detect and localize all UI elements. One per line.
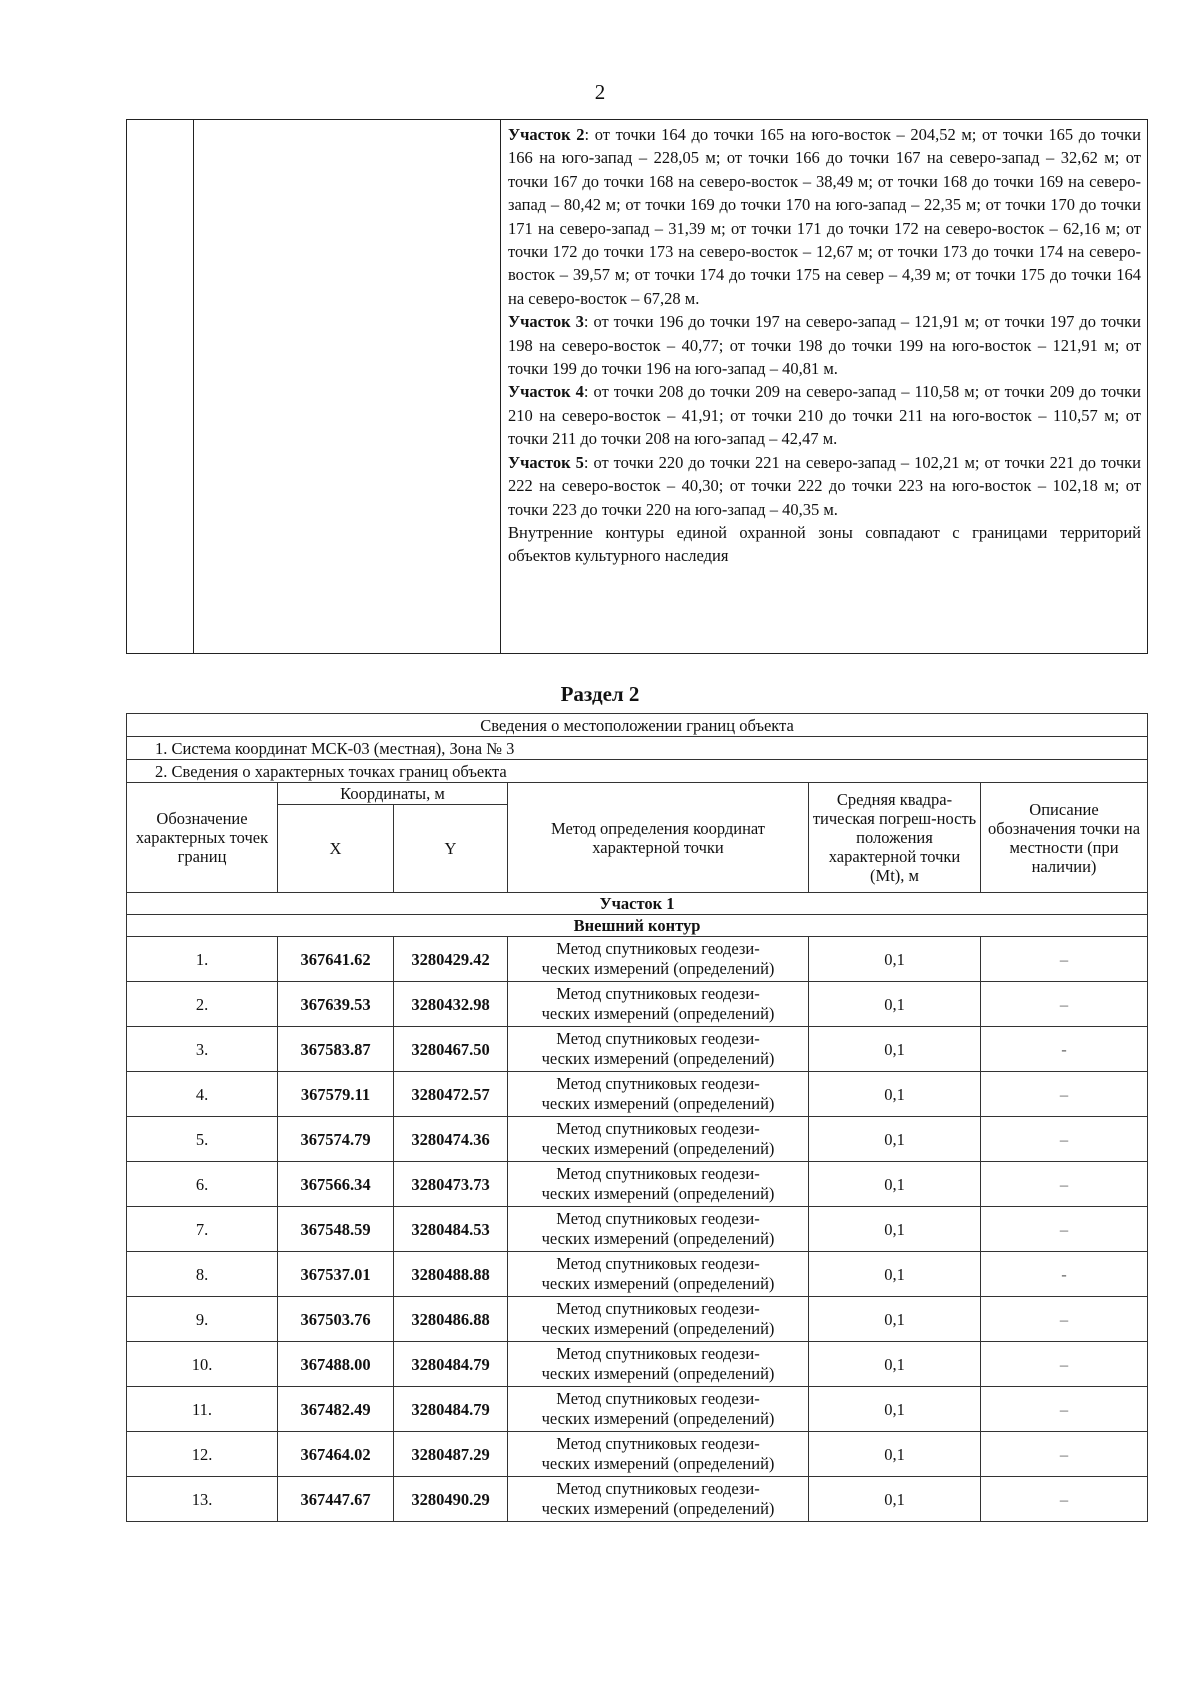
method-line-2: ческих измерений (определений): [541, 1229, 775, 1248]
point-number: 1.: [127, 937, 278, 982]
method-line-1: Метод спутниковых геодези-: [556, 1209, 760, 1228]
table-row: [127, 1342, 1148, 1387]
plot-label: Участок 4: [508, 382, 584, 402]
method-line-1: Метод спутниковых геодези-: [556, 1074, 760, 1093]
coord-x: 367574.79: [278, 1117, 394, 1162]
method: [508, 1342, 809, 1387]
point-number: 10.: [127, 1342, 278, 1387]
header-coordinates: Координаты, м: [278, 783, 508, 805]
boundary-description-table: [126, 119, 1148, 654]
table-caption: Сведения о местоположении границ объекта: [127, 714, 1148, 737]
coord-x: 367488.00: [278, 1342, 394, 1387]
plot-3-paragraph: [508, 310, 1141, 380]
method-line-1: Метод спутниковых геодези-: [556, 939, 760, 958]
plot-5-paragraph: [508, 451, 1141, 521]
description: –: [981, 1117, 1148, 1162]
method-line-2: ческих измерений (определений): [541, 1499, 775, 1518]
table-row: [127, 1207, 1148, 1252]
plot-text: : от точки 208 до точки 209 на северо-запад – 110,58 м; от точки 209 до точки 210 на северо-восток – 41,91; от точки 210 до точки 211 на юго-восток – 110,57 м; от точки 211 до точки 208 на юго-запад – 42,47 м.: [508, 382, 1141, 449]
coord-x: 367537.01: [278, 1252, 394, 1297]
plot-label: Участок 2: [508, 125, 585, 144]
method-line-1: Метод спутниковых геодези-: [556, 1254, 760, 1273]
point-number: 8.: [127, 1252, 278, 1297]
plot-label: Участок 3: [508, 312, 584, 332]
coord-x: 367566.34: [278, 1162, 394, 1207]
empty-cell-2: [194, 120, 501, 654]
method: [508, 1252, 809, 1297]
method: [508, 1387, 809, 1432]
point-number: 4.: [127, 1072, 278, 1117]
description: –: [981, 982, 1148, 1027]
method-line-2: ческих измерений (определений): [541, 1049, 775, 1068]
description: –: [981, 1072, 1148, 1117]
method: [508, 1432, 809, 1477]
method-line-1: Метод спутниковых геодези-: [556, 1479, 760, 1498]
coord-y: 3280473.73: [394, 1162, 508, 1207]
header-method: Метод определения координат характерной точки: [508, 783, 809, 893]
coord-y: 3280484.53: [394, 1207, 508, 1252]
accuracy: 0,1: [809, 1072, 981, 1117]
method-line-1: Метод спутниковых геодези-: [556, 1299, 760, 1318]
coord-y: 3280467.50: [394, 1027, 508, 1072]
accuracy: 0,1: [809, 1432, 981, 1477]
method-line-1: Метод спутниковых геодези-: [556, 1164, 760, 1183]
point-number: 3.: [127, 1027, 278, 1072]
description: –: [981, 1207, 1148, 1252]
method: [508, 937, 809, 982]
accuracy: 0,1: [809, 1252, 981, 1297]
method-line-1: Метод спутниковых геодези-: [556, 1434, 760, 1453]
description: –: [981, 1387, 1148, 1432]
accuracy: 0,1: [809, 1162, 981, 1207]
accuracy: 0,1: [809, 1027, 981, 1072]
coord-x: 367503.76: [278, 1297, 394, 1342]
coord-y: 3280474.36: [394, 1117, 508, 1162]
point-number: 5.: [127, 1117, 278, 1162]
boundary-description-cell: [501, 120, 1148, 654]
plot-text: : от точки 196 до точки 197 на северо-запад – 121,91 м; от точки 197 до точки 198 на северо-восток – 40,77; от точки 198 до точки 199 на юго-восток – 121,91 м; от точки 199 до точки 196 на юго-запад – 40,81 м.: [508, 312, 1141, 379]
point-number: 12.: [127, 1432, 278, 1477]
method-line-2: ческих измерений (определений): [541, 1184, 775, 1203]
method: [508, 1297, 809, 1342]
point-number: 13.: [127, 1477, 278, 1522]
method-line-1: Метод спутниковых геодези-: [556, 1389, 760, 1408]
accuracy: 0,1: [809, 1477, 981, 1522]
method-line-1: Метод спутниковых геодези-: [556, 1029, 760, 1048]
method-line-2: ческих измерений (определений): [541, 1409, 775, 1428]
point-number: 2.: [127, 982, 278, 1027]
plot-2-paragraph: [508, 123, 1141, 310]
description: –: [981, 1297, 1148, 1342]
description: –: [981, 1342, 1148, 1387]
plot-text: : от точки 220 до точки 221 на северо-запад – 102,21 м; от точки 221 до точки 222 на северо-восток – 40,30; от точки 222 до точки 223 на юго-восток – 102,18 м; от точки 223 до точки 220 на юго-запад – 40,35 м.: [508, 452, 1141, 519]
coord-y: 3280472.57: [394, 1072, 508, 1117]
coord-y: 3280429.42: [394, 937, 508, 982]
coord-x: 367579.11: [278, 1072, 394, 1117]
method: [508, 982, 809, 1027]
method: [508, 1117, 809, 1162]
closing-paragraph: Внутренние контуры единой охранной зоны совпадают с границами территорий объектов культурного наследия: [508, 522, 1141, 566]
coord-x: 367482.49: [278, 1387, 394, 1432]
description: –: [981, 1162, 1148, 1207]
method-line-1: Метод спутниковых геодези-: [556, 1344, 760, 1363]
coord-x: 367447.67: [278, 1477, 394, 1522]
coord-y: 3280432.98: [394, 982, 508, 1027]
method-line-2: ческих измерений (определений): [541, 1274, 775, 1293]
header-accuracy: Средняя квадра-тическая погреш-ность положения характерной точки (Mt), м: [809, 783, 981, 893]
point-number: 7.: [127, 1207, 278, 1252]
table-row: [127, 1297, 1148, 1342]
points-heading: 2. Сведения о характерных точках границ объекта: [127, 760, 1148, 783]
method-line-2: ческих измерений (определений): [541, 1139, 775, 1158]
table-row: [127, 1432, 1148, 1477]
plot-label: Участок 5: [508, 452, 584, 472]
method-line-2: ческих измерений (определений): [541, 1364, 775, 1383]
coord-y: 3280484.79: [394, 1387, 508, 1432]
method: [508, 1207, 809, 1252]
table-row: [127, 1117, 1148, 1162]
header-designation: Обозначение характерных точек границ: [127, 783, 278, 893]
method: [508, 1072, 809, 1117]
contour-label-row: Внешний контур: [127, 915, 1148, 937]
accuracy: 0,1: [809, 1207, 981, 1252]
accuracy: 0,1: [809, 1342, 981, 1387]
coord-x: 367548.59: [278, 1207, 394, 1252]
accuracy: 0,1: [809, 1117, 981, 1162]
accuracy: 0,1: [809, 1387, 981, 1432]
table-row: [127, 1387, 1148, 1432]
point-number: 6.: [127, 1162, 278, 1207]
description: –: [981, 937, 1148, 982]
table-row: [127, 1162, 1148, 1207]
section-title: Раздел 2: [560, 682, 640, 706]
page-number: 2: [594, 80, 606, 104]
coord-x: 367464.02: [278, 1432, 394, 1477]
method-line-2: ческих измерений (определений): [541, 1319, 775, 1338]
method-line-1: Метод спутниковых геодези-: [556, 984, 760, 1003]
description: -: [981, 1027, 1148, 1072]
method-line-2: ческих измерений (определений): [541, 1454, 775, 1473]
coord-y: 3280486.88: [394, 1297, 508, 1342]
plot-4-paragraph: [508, 380, 1141, 450]
header-description: Описание обозначения точки на местности (при наличии): [981, 783, 1148, 893]
table-row: [127, 982, 1148, 1027]
method: [508, 1162, 809, 1207]
coord-x: 367639.53: [278, 982, 394, 1027]
point-number: 9.: [127, 1297, 278, 1342]
plot-label-row: Участок 1: [127, 893, 1148, 915]
table-row: [127, 937, 1148, 982]
accuracy: 0,1: [809, 937, 981, 982]
accuracy: 0,1: [809, 1297, 981, 1342]
coord-y: 3280488.88: [394, 1252, 508, 1297]
method-line-2: ческих измерений (определений): [541, 959, 775, 978]
accuracy: 0,1: [809, 982, 981, 1027]
method-line-2: ческих измерений (определений): [541, 1004, 775, 1023]
description: -: [981, 1252, 1148, 1297]
table-row: [127, 1027, 1148, 1072]
description: –: [981, 1432, 1148, 1477]
header-x: X: [278, 805, 394, 893]
boundary-description: [501, 120, 1147, 570]
table-row: [127, 1252, 1148, 1297]
coord-x: 367583.87: [278, 1027, 394, 1072]
method-line-1: Метод спутниковых геодези-: [556, 1119, 760, 1138]
header-y: Y: [394, 805, 508, 893]
method: [508, 1027, 809, 1072]
coord-system: 1. Система координат МСК-03 (местная), Зона № 3: [127, 737, 1148, 760]
plot-text: : от точки 164 до точки 165 на юго-восток – 204,52 м; от точки 165 до точки 166 на юго-запад – 228,05 м; от точки 166 до точки 167 на северо-запад – 32,62 м; от точки 167 до точки 168 на северо-восток – 38,49 м; от точки 168 до точки 169 на северо-запад – 80,42 м; от точки 169 до точки 170 на юго-запад – 22,35 м; от точки 170 до точки 171 на северо-запад – 31,39 м; от точки 171 до точки 172 на северо-восток – 62,16 м; от точки 172 до точки 173 на северо-восток – 12,67 м; от точки 173 до точки 174 на северо-восток – 39,57 м; от точки 174 до точки 175 на север – 4,39 м; от точки 175 до точки 164 на северо-восток – 67,28 м.: [508, 125, 1141, 308]
empty-cell-1: [127, 120, 194, 654]
coord-x: 367641.62: [278, 937, 394, 982]
point-number: 11.: [127, 1387, 278, 1432]
table-row: [127, 1072, 1148, 1117]
coordinates-table: [126, 713, 1148, 1522]
table-row: [127, 1477, 1148, 1522]
coord-y: 3280490.29: [394, 1477, 508, 1522]
method-line-2: ческих измерений (определений): [541, 1094, 775, 1113]
coord-y: 3280484.79: [394, 1342, 508, 1387]
coord-y: 3280487.29: [394, 1432, 508, 1477]
description: –: [981, 1477, 1148, 1522]
method: [508, 1477, 809, 1522]
